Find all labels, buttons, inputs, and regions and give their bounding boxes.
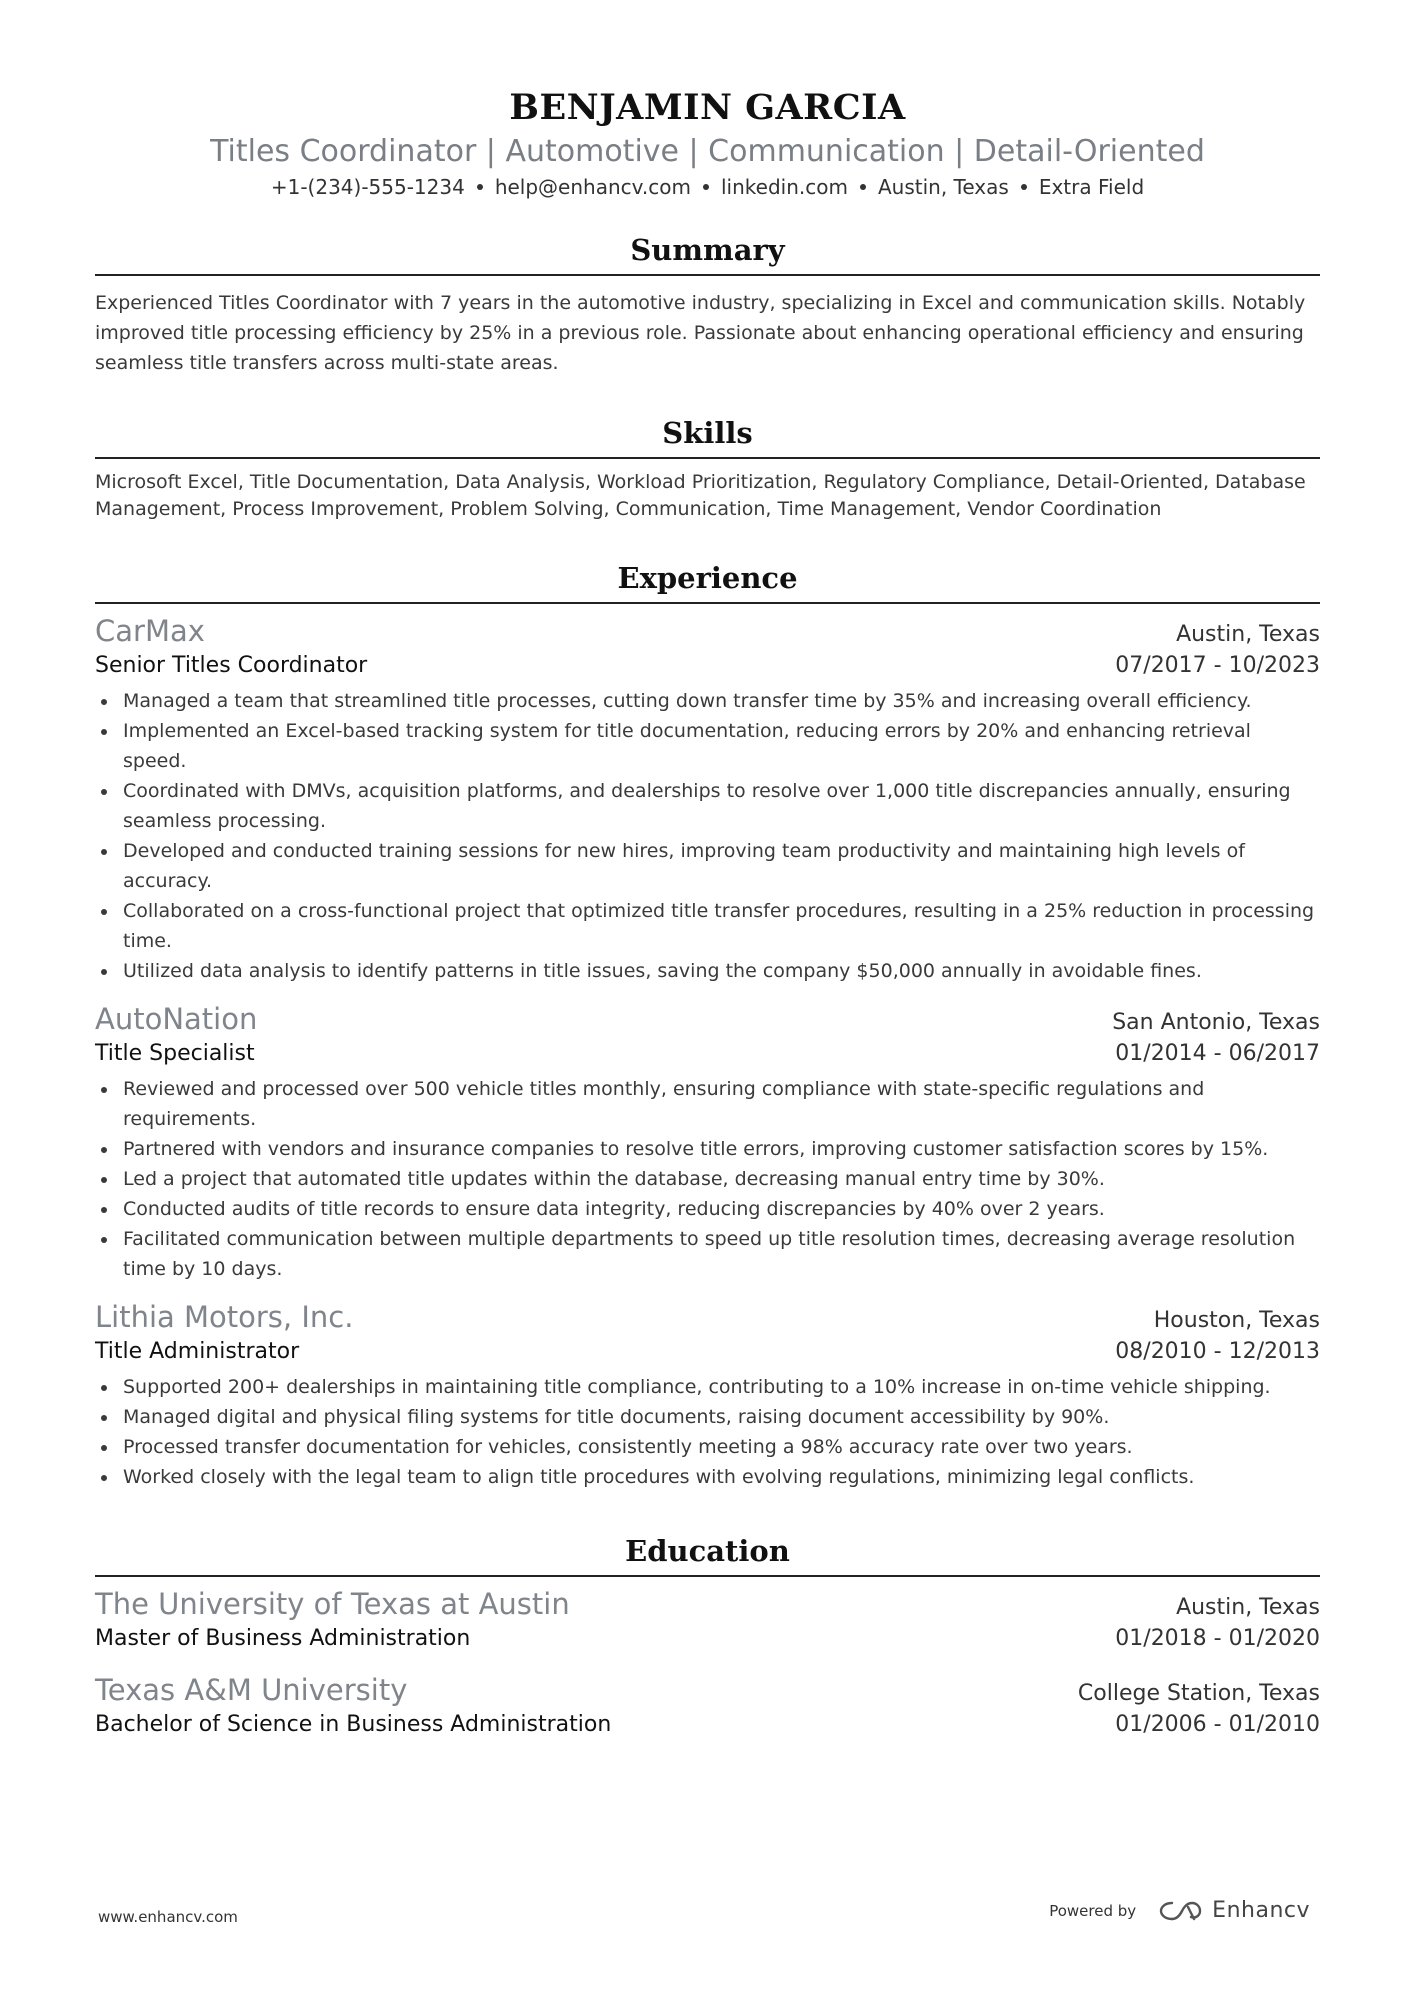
job-location: Houston, Texas [1153, 1308, 1320, 1333]
contact-extra: Extra Field [1038, 175, 1145, 199]
list-item: Worked closely with the legal team to align title procedures with evolving regulations, minimizing legal conflicts. [95, 1462, 1320, 1492]
list-item: Coordinated with DMVs, acquisition platforms, and dealerships to resolve over 1,000 title discrepancies annually, ensuring seamless processing. [95, 776, 1320, 836]
list-item: Collaborated on a cross-functional project that optimized title transfer procedures, resulting in a 25% reduction in processing time. [95, 896, 1320, 956]
list-item: Conducted audits of title records to ensure data integrity, reducing discrepancies by 40% over 2 years. [95, 1194, 1320, 1224]
list-item: Processed transfer documentation for vehicles, consistently meeting a 98% accuracy rate over two years. [95, 1432, 1320, 1462]
school-name: Texas A&M University [95, 1673, 408, 1707]
job-dates: 07/2017 - 10/2023 [1115, 653, 1320, 678]
job-company: AutoNation [95, 1002, 258, 1036]
job-company: CarMax [95, 614, 205, 648]
job-company: Lithia Motors, Inc. [95, 1300, 354, 1334]
school-location: Austin, Texas [1176, 1595, 1320, 1620]
job-role: Senior Titles Coordinator [95, 653, 368, 678]
separator-dot [1021, 184, 1027, 190]
list-item: Supported 200+ dealerships in maintaining title compliance, contributing to a 10% increase in on-time vehicle shipping. [95, 1372, 1320, 1402]
contact-linkedin[interactable]: linkedin.com [721, 175, 848, 199]
degree-name: Bachelor of Science in Business Administration [95, 1712, 612, 1737]
experience-section [95, 559, 1320, 1492]
section-divider [95, 274, 1320, 276]
skills-heading: Skills [662, 416, 753, 450]
section-divider [95, 1575, 1320, 1577]
list-item: Developed and conducted training sessions for new hires, improving team productivity and maintaining high levels of accuracy. [95, 836, 1320, 896]
separator-dot [703, 184, 709, 190]
contact-line [95, 173, 1320, 201]
education-dates: 01/2018 - 01/2020 [1115, 1626, 1320, 1651]
candidate-name: BENJAMIN GARCIA [509, 87, 906, 128]
list-item: Managed digital and physical filing systems for title documents, raising document accessibility by 90%. [95, 1402, 1320, 1432]
list-item: Managed a team that streamlined title processes, cutting down transfer time by 35% and increasing overall efficiency. [95, 686, 1320, 716]
candidate-tagline: Titles Coordinator | Automotive | Communication | Detail-Oriented [210, 134, 1205, 169]
enhancv-logo-icon [1158, 1899, 1204, 1923]
degree-name: Master of Business Administration [95, 1626, 471, 1651]
school-location: College Station, Texas [1077, 1681, 1320, 1706]
footer-website-link[interactable]: www.enhancv.com [98, 1908, 238, 1926]
summary-text: Experienced Titles Coordinator with 7 years in the automotive industry, specializing in Excel and communication skills. Notably improved title processing efficiency by 25% in a previous role. Passionate about enhancing operational efficiency and ensuring seamless title transfers across multi-state areas. [95, 292, 1306, 374]
section-divider [95, 602, 1320, 604]
summary-section [95, 231, 1320, 378]
separator-dot [860, 184, 866, 190]
school-name: The University of Texas at Austin [95, 1587, 570, 1621]
contact-email[interactable]: help@enhancv.com [494, 175, 691, 199]
job-bullets [95, 1074, 1320, 1284]
footer-branding [1049, 1898, 1310, 1923]
experience-heading: Experience [617, 561, 798, 595]
contact-location: Austin, Texas [877, 175, 1009, 199]
contact-phone: +1-(234)-555-1234 [270, 175, 465, 199]
list-item: Reviewed and processed over 500 vehicle titles monthly, ensuring compliance with state-specific regulations and requirements. [95, 1074, 1320, 1134]
list-item: Implemented an Excel-based tracking system for title documentation, reducing errors by 20% and enhancing retrieval speed. [95, 716, 1320, 776]
resume-content [95, 86, 1320, 1741]
list-item: Led a project that automated title updates within the database, decreasing manual entry time by 30%. [95, 1164, 1320, 1194]
job-role: Title Specialist [95, 1041, 255, 1066]
brand-name: Enhancv [1212, 1898, 1310, 1923]
list-item: Utilized data analysis to identify patterns in title issues, saving the company $50,000 annually in avoidable fines. [95, 956, 1320, 986]
skills-text: Microsoft Excel, Title Documentation, Data Analysis, Workload Prioritization, Regulatory Compliance, Detail-Oriented, Database Management, Process Improvement, Problem Solving, Communication, Time Management, Vendor Coordination [95, 471, 1306, 520]
job-entry [95, 1298, 1320, 1492]
powered-by-label: Powered by [1049, 1901, 1137, 1920]
list-item: Partnered with vendors and insurance companies to resolve title errors, improving customer satisfaction scores by 15%. [95, 1134, 1320, 1164]
job-location: San Antonio, Texas [1112, 1010, 1320, 1035]
education-section [95, 1532, 1320, 1741]
education-entry [95, 1585, 1320, 1655]
job-role: Title Administrator [95, 1339, 300, 1364]
list-item: Facilitated communication between multiple departments to speed up title resolution times, decreasing average resolution time by 10 days. [95, 1224, 1320, 1284]
job-dates: 08/2010 - 12/2013 [1115, 1339, 1320, 1364]
education-dates: 01/2006 - 01/2010 [1115, 1712, 1320, 1737]
education-entry [95, 1671, 1320, 1741]
job-dates: 01/2014 - 06/2017 [1115, 1041, 1320, 1066]
job-entry [95, 612, 1320, 986]
brand-link[interactable] [1158, 1898, 1310, 1923]
job-bullets [95, 1372, 1320, 1492]
skills-section [95, 414, 1320, 523]
job-bullets [95, 686, 1320, 986]
job-location: Austin, Texas [1176, 622, 1320, 647]
job-entry [95, 1000, 1320, 1284]
section-divider [95, 457, 1320, 459]
summary-heading: Summary [630, 233, 785, 267]
education-heading: Education [625, 1534, 790, 1568]
separator-dot [477, 184, 483, 190]
